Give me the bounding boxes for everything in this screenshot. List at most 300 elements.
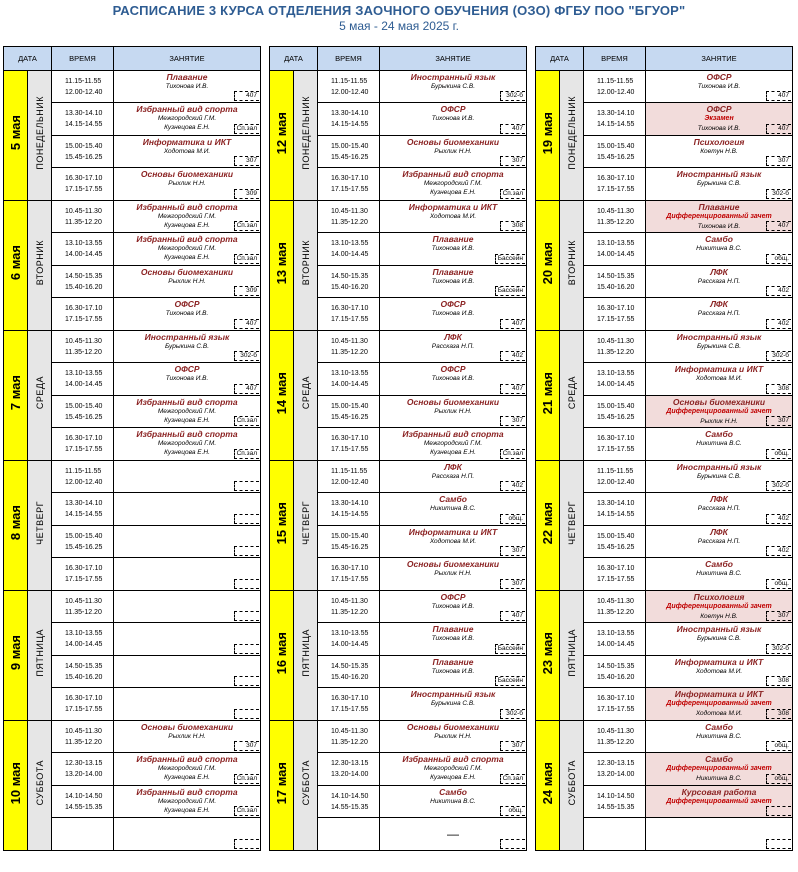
room-label: Сп.зал: [234, 416, 259, 426]
time-range: 13.10-13.55: [65, 370, 103, 377]
time-range: 15.45-16.25: [597, 543, 635, 551]
date-cell: [270, 721, 294, 851]
time-cell: [584, 201, 646, 233]
subject-cell: [646, 753, 793, 786]
subject-name: Самбо: [705, 754, 733, 764]
schedule-row: [536, 71, 793, 103]
time-cell: [584, 136, 646, 168]
time-cell: [584, 721, 646, 753]
schedule-row: [4, 71, 261, 103]
teacher-name: Тихонова И.В.: [431, 115, 475, 122]
weekday-cell: [28, 461, 52, 591]
time-range: 15.40-16.20: [597, 283, 635, 291]
teacher-name: Кузнецова Е.Н.: [164, 449, 210, 456]
weekday-label: ПОНЕДЕЛЬНИК: [300, 96, 311, 170]
time-range: 10.45-11.30: [597, 337, 634, 345]
time-range: 10.45-11.30: [331, 597, 368, 605]
subject-name: Самбо: [439, 787, 467, 797]
time-range: 16.30-17.10: [597, 305, 635, 312]
room-label: общ.: [766, 774, 791, 784]
date-label: 8 мая: [8, 505, 23, 541]
time-range: 16.30-17.10: [331, 695, 369, 702]
time-range: 15.45-16.25: [331, 543, 369, 551]
room-label: 402: [766, 319, 791, 329]
time-range: 15.40-16.20: [65, 283, 103, 291]
time-range: 15.45-16.25: [597, 413, 635, 421]
subject-name: Курсовая работа: [681, 787, 757, 797]
time-range: 11.35-12.20: [331, 218, 368, 226]
subject-name: Избранный вид спорта: [136, 787, 238, 797]
time-cell: [318, 623, 380, 656]
date-cell: [270, 71, 294, 201]
time-cell: [52, 331, 114, 363]
room-label: 402: [500, 351, 525, 361]
room-label: общ.: [500, 514, 525, 524]
date-label: 16 мая: [274, 631, 289, 675]
date-label: 22 мая: [540, 501, 555, 545]
time-range: 16.30-17.10: [65, 305, 103, 312]
subject-name: Основы биомеханики: [406, 722, 500, 732]
room-label: 309: [234, 189, 259, 199]
time-cell: [584, 786, 646, 818]
room-label: Сп.зал: [234, 774, 259, 784]
room-label: [234, 676, 259, 686]
subject-name: Избранный вид спорта: [136, 754, 238, 764]
time-cell: [52, 721, 114, 753]
week-table: [3, 46, 261, 851]
room-label: Сп.зал: [234, 449, 259, 459]
subject-cell: [646, 71, 793, 103]
room-label: [234, 644, 259, 654]
time-cell: [318, 103, 380, 136]
weekday-cell: [28, 721, 52, 851]
time-range: 16.30-17.10: [65, 435, 103, 442]
weekday-label: СУББОТА: [34, 760, 45, 806]
time-range: 10.45-11.30: [65, 727, 102, 735]
subject-cell: [646, 233, 793, 266]
time-range: 14.15-14.55: [65, 121, 103, 128]
teacher-name: Межгородский Г.М.: [157, 115, 217, 122]
subject-cell: [646, 168, 793, 201]
time-range: 14.15-14.55: [331, 121, 369, 128]
room-label: Сп.зал: [234, 124, 259, 134]
teacher-name: Никитина В.С.: [696, 775, 742, 782]
subject-cell: [646, 331, 793, 363]
date-cell: [4, 201, 28, 331]
subject-name: Основы биомеханики: [406, 137, 500, 147]
teacher-name: Никитина В.С.: [696, 245, 742, 252]
time-cell: [52, 428, 114, 461]
subject-name: Информатика и ИКТ: [674, 689, 764, 699]
time-range: 17.15-17.55: [65, 446, 103, 453]
time-range: 14.55-15.35: [331, 803, 369, 811]
room-label: 308: [766, 384, 791, 394]
time-range: 17.15-17.55: [65, 316, 103, 323]
subject-cell: [646, 656, 793, 688]
room-label: общ.: [766, 579, 791, 589]
time-range: 15.40-16.20: [597, 673, 635, 681]
date-label: 21 мая: [540, 371, 555, 415]
weekday-cell: [560, 721, 584, 851]
weekday-label: СРЕДА: [34, 376, 45, 410]
teacher-name: Кузнецова Е.Н.: [164, 807, 210, 814]
time-range: 14.00-14.45: [597, 251, 635, 258]
room-label: 302-б: [234, 351, 259, 361]
teacher-name: Кузнецова Е.Н.: [164, 417, 210, 424]
room-label: 407: [766, 221, 791, 231]
subject-name: Основы биомеханики: [140, 267, 234, 277]
weekday-cell: [294, 201, 318, 331]
date-cell: [536, 721, 560, 851]
subject-cell: [380, 688, 527, 721]
teacher-name: Ходотова М.И.: [695, 375, 743, 382]
time-cell: [318, 331, 380, 363]
subject-name: Избранный вид спорта: [402, 754, 504, 764]
subject-cell: [380, 656, 527, 688]
time-range: 15.45-16.25: [331, 413, 369, 421]
time-cell: [318, 298, 380, 331]
time-cell: [318, 786, 380, 818]
time-cell: [52, 526, 114, 558]
subject-name: Избранный вид спорта: [402, 429, 504, 439]
weekday-cell: [294, 721, 318, 851]
room-label: 307: [766, 156, 791, 166]
time-range: 15.00-15.40: [65, 402, 103, 410]
subject-name: Иностранный язык: [676, 169, 762, 179]
time-range: 15.45-16.25: [597, 153, 635, 161]
teacher-name: Никитина В.С.: [696, 570, 742, 577]
time-cell: [52, 493, 114, 526]
weekday-cell: [28, 331, 52, 461]
teacher-name: Кузнецова Е.Н.: [164, 254, 210, 261]
time-range: 14.10-14.50: [331, 792, 369, 800]
subject-cell: [646, 298, 793, 331]
subject-name: Основы биомеханики: [406, 559, 500, 569]
time-range: 13.30-14.10: [331, 110, 369, 117]
room-label: Сп.зал: [234, 254, 259, 264]
weekday-label: ВТОРНИК: [34, 240, 45, 286]
schedule-row: [536, 591, 793, 623]
time-cell: [52, 753, 114, 786]
time-cell: [52, 266, 114, 298]
time-range: 14.55-15.35: [597, 803, 635, 811]
date-label: 24 мая: [540, 761, 555, 805]
room-label: 402: [500, 481, 525, 491]
subject-name: Основы биомеханики: [140, 169, 234, 179]
time-range: 13.30-14.10: [331, 500, 369, 507]
room-label: Сп.зал: [234, 806, 259, 816]
time-range: 11.15-11.55: [331, 467, 368, 475]
time-range: 13.30-14.10: [597, 110, 635, 117]
subject-cell: [114, 266, 261, 298]
subject-cell: [380, 591, 527, 623]
subject-name: ОФСР: [706, 72, 732, 82]
time-range: 16.30-17.10: [597, 695, 635, 702]
subject-cell: [114, 558, 261, 591]
time-range: 12.30-13.15: [331, 760, 369, 767]
date-cell: [4, 721, 28, 851]
time-range: 14.50-15.35: [597, 662, 635, 670]
time-cell: [584, 461, 646, 493]
time-cell: [584, 558, 646, 591]
subject-name: Иностранный язык: [676, 332, 762, 342]
teacher-name: Межгородский Г.М.: [423, 180, 483, 187]
room-label: 407: [500, 124, 525, 134]
time-range: 10.45-11.30: [65, 207, 102, 215]
date-label: 14 мая: [274, 371, 289, 415]
time-range: 15.40-16.20: [65, 673, 103, 681]
time-cell: [584, 103, 646, 136]
subject-cell: [646, 136, 793, 168]
subject-name: Избранный вид спорта: [136, 429, 238, 439]
column-header-date: ДАТА: [4, 47, 52, 71]
teacher-name: Тихонова И.В.: [697, 125, 741, 132]
subject-cell: [114, 753, 261, 786]
room-label: 302-б: [500, 709, 525, 719]
time-cell: [52, 71, 114, 103]
room-label: Сп.зал: [234, 221, 259, 231]
teacher-name: Межгородский Г.М.: [423, 765, 483, 772]
subject-cell: [646, 721, 793, 753]
schedule-row: [4, 331, 261, 363]
subject-name: ЛФК: [444, 332, 462, 342]
room-label: Бассейн: [495, 254, 525, 264]
time-range: 12.00-12.40: [597, 478, 635, 486]
date-label: 13 мая: [274, 241, 289, 285]
time-range: 13.10-13.55: [65, 240, 103, 247]
teacher-name: Никитина В.С.: [430, 798, 476, 805]
time-range: 17.15-17.55: [597, 316, 635, 323]
time-range: 11.35-12.20: [65, 608, 102, 616]
subject-name: Информатика и ИКТ: [408, 202, 498, 212]
time-range: 16.30-17.10: [331, 175, 369, 182]
teacher-name: Кузнецова Е.Н.: [164, 774, 210, 781]
time-cell: [52, 656, 114, 688]
weekday-cell: [294, 591, 318, 721]
time-range: 16.30-17.10: [65, 695, 103, 702]
time-range: 16.30-17.10: [597, 175, 635, 182]
date-cell: [270, 201, 294, 331]
time-range: 13.20-14.00: [597, 771, 635, 778]
teacher-name: Рассказа Н.П.: [697, 310, 741, 317]
subject-cell: [114, 201, 261, 233]
time-cell: [318, 461, 380, 493]
time-range: 10.45-11.30: [597, 727, 634, 735]
column-header-time: ВРЕМЯ: [584, 47, 646, 71]
weekday-cell: [28, 591, 52, 721]
time-range: 11.35-12.20: [65, 738, 102, 746]
subject-cell: [646, 428, 793, 461]
time-cell: [318, 396, 380, 428]
subject-cell: [380, 71, 527, 103]
subject-name: Информатика и ИКТ: [674, 364, 764, 374]
weekday-cell: [560, 591, 584, 721]
time-range: 15.00-15.40: [597, 142, 635, 150]
subject-note: Дифференцированный зачет: [666, 213, 772, 220]
teacher-name: Тихонова И.В.: [165, 83, 209, 90]
time-range: 15.00-15.40: [331, 532, 369, 540]
teacher-name: Рассказа Н.П.: [697, 278, 741, 285]
time-range: 14.00-14.45: [65, 251, 103, 258]
subject-cell: [114, 623, 261, 656]
subject-cell: [114, 168, 261, 201]
time-range: 11.35-12.20: [331, 738, 368, 746]
time-cell: [52, 298, 114, 331]
subject-cell: [380, 493, 527, 526]
time-cell: [52, 786, 114, 818]
subject-name: Психология: [693, 137, 745, 147]
room-label: 308: [500, 221, 525, 231]
weekday-label: ПОНЕДЕЛЬНИК: [566, 96, 577, 170]
time-range: 17.15-17.55: [65, 576, 103, 583]
teacher-name: Кузнецова Е.Н.: [164, 124, 210, 131]
subject-cell: [114, 688, 261, 721]
room-label: 402: [766, 286, 791, 296]
time-cell: [318, 493, 380, 526]
subject-cell: [114, 591, 261, 623]
time-range: 17.15-17.55: [597, 186, 635, 193]
teacher-name: Тихонова И.В.: [165, 375, 209, 382]
time-range: 15.00-15.40: [597, 532, 635, 540]
subject-note: Дифференцированный зачет: [666, 700, 772, 707]
date-cell: [536, 591, 560, 721]
date-cell: [270, 461, 294, 591]
time-range: 13.10-13.55: [65, 630, 103, 637]
time-cell: [584, 688, 646, 721]
subject-name: Информатика и ИКТ: [408, 527, 498, 537]
schedule-row: [270, 461, 527, 493]
teacher-name: Тихонова И.В.: [431, 310, 475, 317]
subject-cell: [646, 396, 793, 428]
weekday-label: ПЯТНИЦА: [300, 629, 311, 677]
subject-note: Дифференцированный зачет: [666, 798, 772, 805]
teacher-name: Кузнецова Е.Н.: [430, 449, 476, 456]
room-label: 307: [500, 741, 525, 751]
schedule-row: [536, 331, 793, 363]
subject-name: Основы биомеханики: [140, 722, 234, 732]
room-label: 407: [500, 319, 525, 329]
time-range: 17.15-17.55: [597, 576, 635, 583]
schedule-row: [270, 201, 527, 233]
time-range: 11.35-12.20: [597, 608, 634, 616]
room-label: 402: [766, 514, 791, 524]
week-table: [535, 46, 793, 851]
teacher-name: Бурыкина С.В.: [696, 343, 742, 350]
time-range: 10.45-11.30: [65, 337, 102, 345]
subject-note: Дифференцированный зачет: [666, 765, 772, 772]
time-range: 14.00-14.45: [331, 381, 369, 388]
room-label: общ.: [766, 741, 791, 751]
time-range: 10.45-11.30: [331, 207, 368, 215]
teacher-name: Бурыкина С.В.: [696, 473, 742, 480]
time-range: 16.30-17.10: [331, 565, 369, 572]
time-cell: [318, 688, 380, 721]
teacher-name: Тихонова И.В.: [431, 245, 475, 252]
subject-name: Избранный вид спорта: [402, 169, 504, 179]
time-range: 11.35-12.20: [331, 608, 368, 616]
room-label: [234, 611, 259, 621]
subject-cell: [380, 201, 527, 233]
schedule-row: [4, 461, 261, 493]
teacher-name: Межгородский Г.М.: [157, 245, 217, 252]
schedule-row: [4, 591, 261, 623]
teacher-name: Тихонова И.В.: [431, 278, 475, 285]
subject-name: Иностранный язык: [676, 462, 762, 472]
subject-name: Плавание: [432, 657, 474, 667]
subject-name: Психология: [693, 592, 745, 602]
weekday-label: ПЯТНИЦА: [34, 629, 45, 677]
date-cell: [536, 461, 560, 591]
room-label: 402: [766, 546, 791, 556]
subject-name: Основы биомеханики: [672, 397, 766, 407]
date-cell: [4, 331, 28, 461]
weekday-cell: [560, 201, 584, 331]
time-range: 12.00-12.40: [597, 88, 635, 96]
time-cell: [318, 266, 380, 298]
time-cell: [584, 396, 646, 428]
time-cell: [52, 818, 114, 851]
weekday-label: ВТОРНИК: [566, 240, 577, 286]
subject-cell: [380, 136, 527, 168]
teacher-name: Бурыкина С.В.: [696, 635, 742, 642]
teacher-name: Рыхлик Н.Н.: [434, 733, 472, 740]
subject-cell: [646, 558, 793, 591]
weekday-cell: [560, 331, 584, 461]
teacher-name: Ходотова М.И.: [695, 710, 743, 717]
subject-name: ОФСР: [440, 299, 466, 309]
teacher-name: Рассказа Н.П.: [697, 505, 741, 512]
time-range: 12.00-12.40: [65, 478, 103, 486]
schedule-row: [536, 201, 793, 233]
subject-cell: [646, 363, 793, 396]
time-range: 13.10-13.55: [331, 240, 369, 247]
weekday-label: СУББОТА: [566, 760, 577, 806]
subject-cell: [646, 623, 793, 656]
subject-cell: [114, 493, 261, 526]
subject-cell: [380, 558, 527, 591]
time-cell: [318, 168, 380, 201]
time-range: 15.45-16.25: [65, 543, 103, 551]
time-range: 14.00-14.45: [65, 381, 103, 388]
subject-name: Самбо: [705, 722, 733, 732]
time-range: 17.15-17.55: [65, 706, 103, 713]
subject-cell: [646, 201, 793, 233]
time-cell: [584, 656, 646, 688]
room-label: 307: [766, 611, 791, 621]
room-label: 307: [234, 156, 259, 166]
teacher-name: Бурыкина С.В.: [164, 343, 210, 350]
time-cell: [52, 688, 114, 721]
subject-cell: [114, 233, 261, 266]
time-cell: [318, 721, 380, 753]
date-label: 6 мая: [8, 245, 23, 281]
subject-cell: [380, 396, 527, 428]
subject-name: ЛФК: [710, 494, 728, 504]
teacher-name: Рыхлик Н.Н.: [434, 408, 472, 415]
time-cell: [584, 493, 646, 526]
time-range: 13.30-14.10: [65, 110, 103, 117]
room-label: 307: [234, 741, 259, 751]
date-label: 5 мая: [8, 115, 23, 151]
subject-cell: [646, 266, 793, 298]
time-range: 14.50-15.35: [331, 272, 369, 280]
teacher-name: Ходотова М.И.: [695, 668, 743, 675]
time-range: 11.15-11.55: [597, 467, 634, 475]
time-range: 12.00-12.40: [331, 478, 369, 486]
subject-note: Дифференцированный зачет: [666, 603, 772, 610]
subject-cell: [380, 331, 527, 363]
time-cell: [584, 818, 646, 851]
